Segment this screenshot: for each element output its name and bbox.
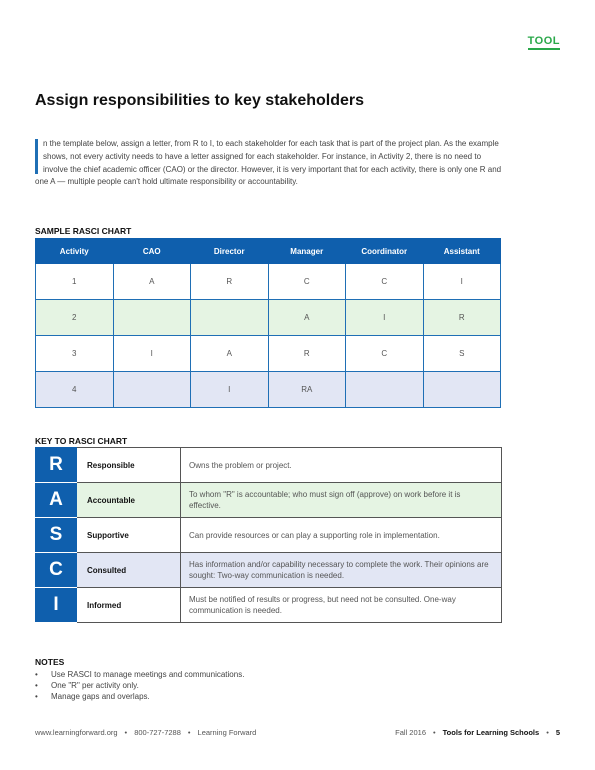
column-header-manager: Manager — [268, 239, 346, 264]
table-cell: RA — [268, 372, 346, 408]
table-cell: C — [346, 336, 424, 372]
table-cell: A — [113, 264, 191, 300]
intro-text: n the template below, assign a letter, from R to I, to each stakeholder for each task that is part of the project plan. As the example shows, not every activity needs to have a letter assigned for each stakeholder. For instance, in Activity 2, there is no need to involve the chief academic officer (CAO) or the director. However, it is very important that for each activity, there is only one R and one A — multiple people can't hold ultimate responsibility or accountability. — [35, 139, 502, 187]
table-cell: 3 — [36, 336, 114, 372]
key-letter: S — [36, 518, 77, 553]
column-header-coordinator: Coordinator — [346, 239, 424, 264]
key-description: Can provide resources or can play a supporting role in implementation. — [181, 518, 502, 553]
bullet: • — [35, 670, 38, 679]
table-cell — [113, 300, 191, 336]
table-cell: R — [191, 264, 269, 300]
key-letter: I — [36, 588, 77, 623]
footer-separator: • — [187, 728, 191, 737]
table-cell: C — [346, 264, 424, 300]
footer-issue: Fall 2016 — [395, 728, 426, 737]
key-letter: A — [36, 483, 77, 518]
key-description: Has information and/or capability necessary to complete the work. Their opinions are sought: Two-way communication is needed. — [181, 553, 502, 588]
column-header-activity: Activity — [36, 239, 114, 264]
table-cell: R — [423, 300, 501, 336]
key-description: To whom "R" is accountable; who must sign off (approve) on work before it is effective. — [181, 483, 502, 518]
footer-separator: • — [546, 728, 549, 737]
note-text: One "R" per activity only. — [51, 681, 139, 690]
bullet: • — [35, 681, 38, 690]
rasci-key-table — [35, 447, 502, 623]
footer-right — [395, 728, 560, 737]
footer-left — [35, 728, 256, 737]
table-cell: 4 — [36, 372, 114, 408]
tool-tag: TOOL — [528, 35, 560, 50]
intro-paragraph — [35, 138, 505, 189]
key-row-informed — [36, 588, 502, 623]
notes-title: NOTES — [35, 657, 65, 667]
footer-separator: • — [124, 728, 128, 737]
page-number: 5 — [555, 728, 560, 737]
key-row-accountable — [36, 483, 502, 518]
table-cell: I — [191, 372, 269, 408]
key-description: Owns the problem or project. — [181, 448, 502, 483]
table-cell: A — [268, 300, 346, 336]
table-cell: S — [423, 336, 501, 372]
list-item — [35, 680, 244, 691]
table-row — [36, 300, 501, 336]
key-role: Responsible — [77, 448, 181, 483]
footer-phone: 800-727-7288 — [134, 728, 181, 737]
table-cell: 1 — [36, 264, 114, 300]
key-row-consulted — [36, 553, 502, 588]
table-cell — [113, 372, 191, 408]
table-cell: C — [268, 264, 346, 300]
drop-cap-bar — [35, 139, 38, 174]
column-header-cao: CAO — [113, 239, 191, 264]
table-row — [36, 336, 501, 372]
key-chart-label: KEY TO RASCI CHART — [35, 436, 128, 446]
notes-list — [35, 669, 244, 702]
sample-rasci-table — [35, 238, 501, 408]
table-cell — [423, 372, 501, 408]
table-cell — [191, 300, 269, 336]
list-item — [35, 691, 244, 702]
note-text: Manage gaps and overlaps. — [51, 692, 150, 701]
key-row-supportive — [36, 518, 502, 553]
footer-website-link[interactable]: www.learningforward.org — [35, 728, 118, 737]
footer-publication: Tools for Learning Schools — [442, 728, 540, 737]
bullet: • — [35, 692, 38, 701]
table-row — [36, 264, 501, 300]
key-role: Supportive — [77, 518, 181, 553]
table-cell: R — [268, 336, 346, 372]
table-cell: I — [113, 336, 191, 372]
table-cell — [346, 372, 424, 408]
table-cell: I — [423, 264, 501, 300]
table-cell: A — [191, 336, 269, 372]
key-description: Must be notified of results or progress, but need not be consulted. One-way communication is needed. — [181, 588, 502, 623]
key-role: Consulted — [77, 553, 181, 588]
page-title: Assign responsibilities to key stakeholders — [35, 92, 364, 109]
footer-separator: • — [433, 728, 436, 737]
note-text: Use RASCI to manage meetings and communications. — [51, 670, 245, 679]
key-row-responsible — [36, 448, 502, 483]
list-item — [35, 669, 244, 680]
table-row — [36, 372, 501, 408]
key-letter: C — [36, 553, 77, 588]
key-role: Informed — [77, 588, 181, 623]
footer-org: Learning Forward — [197, 728, 257, 737]
key-letter: R — [36, 448, 77, 483]
table-cell: I — [346, 300, 424, 336]
column-header-assistant: Assistant — [423, 239, 501, 264]
column-header-director: Director — [191, 239, 269, 264]
sample-chart-label: SAMPLE RASCI CHART — [35, 226, 132, 236]
key-role: Accountable — [77, 483, 181, 518]
table-cell: 2 — [36, 300, 114, 336]
table-header-row — [36, 239, 501, 264]
